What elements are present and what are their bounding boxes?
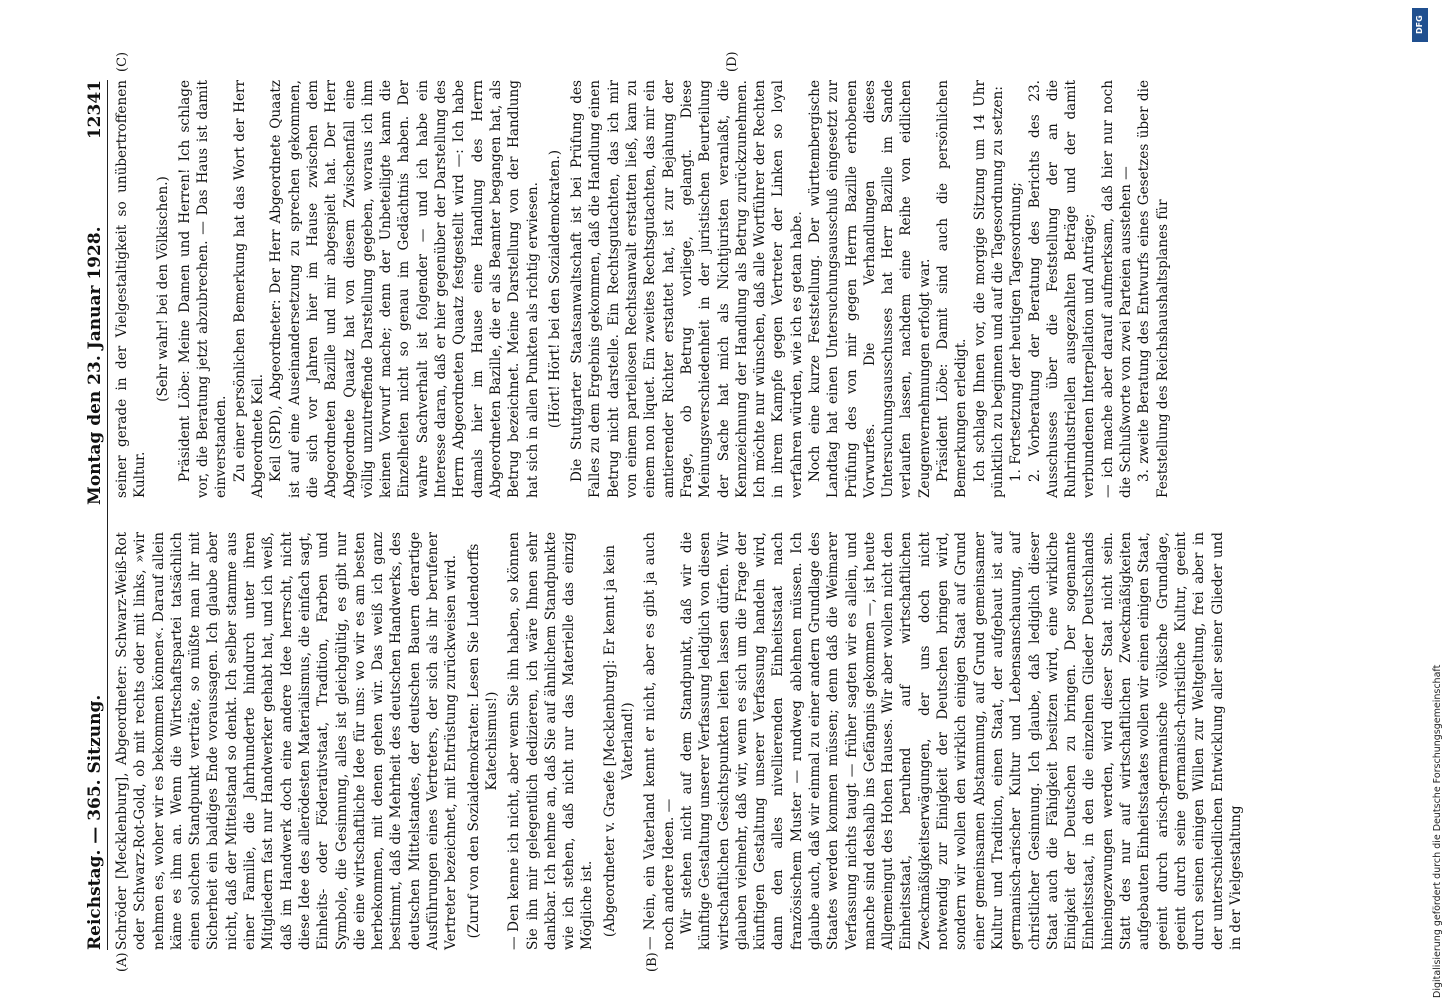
left-column-paragraph: (Zuruf von den Sozialdemokraten: Lesen Sie Ludendorffs Katechismus!) — [465, 543, 500, 939]
dfg-logo: DFG — [1412, 8, 1428, 42]
margin-marker-c: (C) — [115, 51, 130, 72]
left-column-paragraph: — Nein, ein Vaterland kennt er nicht, aber es gibt ja auch noch andere Ideen. — — [642, 532, 677, 950]
right-column-paragraph: Präsident Löbe: Meine Damen und Herren! Ich schlage vor, die Beratung jetzt abzubrechen. — Das Haus ist damit einverstanden. — [176, 80, 230, 498]
right-column-paragraph: 2. Vorberatung der Beratung des Berichts des 23. Ausschusses über die Feststellung der an die Ruhrindustriellen ausgezahlten Beträge und der damit verbundenen Interpellation und Anträge; — [1026, 80, 1098, 498]
right-column-paragraph: (Sehr wahr! bei den Völkischen.) — [154, 176, 171, 402]
right-column-paragraph: seiner gerade in der Vielgestaltigkeit so unübertroffenen Kultur. — [114, 80, 149, 498]
page-header — [85, 80, 108, 950]
right-column-paragraph: Ich schlage Ihnen vor, die morgige Sitzung um 14 Uhr pünktlich zu beginnen und auf die Tagesordnung zu setzen: — [971, 80, 1006, 498]
margin-marker-a: (A) — [115, 952, 130, 972]
left-column-paragraph: — Den kenne ich nicht, aber wenn Sie ihn haben, so können Sie ihn mir gelegentlich dedizieren, ich wäre Ihnen sehr dankbar. Ich nehme an, daß Sie auf ähnlichem Standpunkte wie ich stehen, daß nicht nur das Materielle das einzig Mögliche ist. — [506, 532, 596, 950]
right-column-paragraph: 1. Fortsetzung der heutigen Tagesordnung; — [1008, 182, 1025, 482]
left-column — [113, 532, 1245, 950]
left-column-paragraph: Schröder [Mecklenburg], Abgeordneter: Schwarz-Weiß-Rot oder Schwarz-Rot-Gold, ob mit rechts oder mit links, »wir nehmen es, woher wir es bekommen können«. Darauf allein käme es ihm an. Wenn die Wirtschaftspartei tatsächlich einen solchen Standpunkt verträte, so müßte man ihr mit Sicherheit ein baldiges Ende voraussagen. Ich glaube aber nicht, daß der Mittelstand so denkt. Ich selber stamme aus einer Familie, die Jahrhunderte hindurch unter ihren Mitgliedern fast nur Handwerker gehabt hat, und ich weiß, daß im Handwerk doch eine andere Idee herrscht, nicht diese Idee des allerödesten Materialismus, die einfach sagt, Einheits- oder Föderativstaat, Tradition, Farben und Symbole, die Gesinnung, alles ist gleichgültig, es gibt nur die eine wirtschaftliche Idee für uns: wo wir es am besten herbekommen, mit denen gehen wir. Das weiß ich ganz bestimmt, daß die Mehrheit des deutschen Handwerks, des deutschen Mittelstandes, der deutschen Bauern derartige Ausführungen eines Vertreters, der sich als ihr berufener Vertreter bezeichnet, mit Entrüstung zurückweisen wird. — [114, 532, 460, 950]
left-column-paragraph: Wir stehen nicht auf dem Standpunkt, daß wir die künftige Gestaltung unserer Verfassung lediglich von diesen wirtschaftlichen Gesichtspunkten leiten lassen dürfen. Wir glauben vielmehr, daß wir, wenn es sich um die Frage der künftigen Gestaltung unserer Verfassung handeln wird, dann den alles nivellierenden Einheitsstaat nach französischem Muster — rundweg ablehnen müssen. Ich glaube auch, daß wir einmal zu einer andern Grundlage des Staates werden kommen müssen; denn daß die Weimarer Verfassung nichts taugt — früher sagten wir es allein, und manche sind deshalb ins Gefängnis gekommen —, ist heute Allgemeingut des Hohen Hauses. Wir aber wollen nicht den Einheitsstaat, beruhend auf wirtschaftlichen Zweckmäßigkeitserwägungen, der uns doch nicht notwendig zur Einigkeit der Deutschen bringen wird, sondern wir wollen den wirklich einigen Staat auf Grund einer gemeinsamen Abstammung, auf Grund gemeinsamer Kultur und Tradition, einen Staat, der aufgebaut ist auf germanisch-arischer Kultur und Lebensanschauung, auf christlicher Gesinnung. Ich glaube, daß lediglich dieser Staat auch die Fähigkeit besitzen wird, eine wirkliche Einigkeit der Deutschen zu bringen. Der sogenannte Einheitsstaat, in den die einzelnen Glieder Deutschlands hineingezwungen werden, wird dieser Staat nicht sein. Statt des nur auf wirtschaftlichen Zweckmäßigkeiten aufgebauten Einheitsstaates wollen wir einen einigen Staat, geeint durch arisch-germanische völkische Grundlage, geeint durch seine germanisch-christliche Kultur, geeint durch seinen einigen Willen zur Weltgeltung, frei aber in der unterschiedlichen Entwicklung aller seiner Glieder und in der Vielgestaltung — [678, 532, 1244, 950]
right-column-paragraph: (Hört! Hört! bei den Sozialdemokraten.) — [546, 149, 563, 429]
right-column-paragraph: Zu einer persönlichen Bemerkung hat das Wort der Herr Abgeordnete Keil. — [231, 80, 267, 498]
header-page-number: 12341 — [85, 80, 105, 140]
header-date: Montag den 23. Januar 1928. — [85, 226, 105, 505]
header-session: Reichstag. — 365. Sitzung. — [85, 694, 105, 950]
left-column-paragraph: (Abgeordneter v. Graefe [Mecklenburg]: Er kennt ja kein Vaterland!) — [601, 544, 637, 938]
right-column-paragraph: Noch eine kurze Feststellung. Der württembergische Landtag hat einen Untersuchungsausschuß eingesetzt zur Prüfung des von mir gegen Herrn Bazille erhobenen Vorwurfes. Die Verhandlungen dieses Untersuchungsausschusses hat Herr Bazille im Sande verlaufen lassen, nachdem eine Reihe von eidlichen Zeugenvernehmungen erfolgt war. — [806, 80, 933, 498]
right-column-paragraph: Die Stuttgarter Staatsanwaltschaft ist bei Prüfung des Falles zu dem Ergebnis gekommen, daß die Handlung einen Betrug nicht darstelle. Ein Rechtsgutachten, das ich mir von einem parteilosen Rechtsanwalt erstatten ließ, kam zu einem non liquet. Ein zweites Rechtsgutachten, das mir ein amtierender Richter erstattet hat, ist zur Bejahung der Frage, ob Betrug vorliege, gelangt. Diese Meinungsverschiedenheit in der juristischen Beurteilung der Sache hat mich als Nichtjuristen veranlaßt, die Kennzeichnung der Handlung als Betrug zurückzunehmen. Ich möchte nur wünschen, daß alle Wortführer der Rechten in ihrem Kampfe gegen Vertreter der Linken so loyal verfahren würden, wie ich es getan habe. — [569, 80, 805, 498]
right-column-paragraph: Präsident Löbe: Damit sind auch die persönlichen Bemerkungen erledigt. — [935, 80, 970, 498]
digitization-sidebar — [1412, 8, 1443, 998]
rotated-document — [85, 51, 1325, 972]
right-column-paragraph: — ich mache aber darauf aufmerksam, daß hier nur noch die Schlußworte von zwei Parteien ausstehen — — [1099, 80, 1135, 498]
funding-note: Digitalisierung gefördert durch die Deutsche Forschungsgemeinschaft — [1432, 664, 1443, 998]
margin-marker-b: (B) — [645, 952, 660, 972]
right-column-paragraph: Keil (SPD), Abgeordneter: Der Herr Abgeordnete Quaatz ist auf eine Auseinandersetzung zu sprechen gekommen, die sich vor Jahren hier im Hause zwischen dem Abgeordneten Bazille und mir abgespielt hat. Der Herr Abgeordnete Quaatz hat von diesem Zwischenfall eine völlig unzutreffende Darstellung gegeben, woraus ich ihm keinen Vorwurf mache; denn der Unbeteiligte kann die Einzelheiten nicht so genau im Gedächtnis haben. Der wahre Sachverhalt ist folgender — und ich habe ein Interesse daran, daß er hier gegenüber der Darstellung des Herrn Abgeordneten Quaatz festgestellt wird —: Ich habe damals hier im Hause eine Handlung des Herrn Abgeordneten Bazille, die er als Beamter begangen hat, als Betrug bezeichnet. Meine Darstellung von der Handlung hat sich in allen Punkten als richtig erwiesen. — [268, 80, 541, 498]
right-column — [113, 80, 1172, 498]
right-column-paragraph: 3. zweite Beratung des Entwurfs eines Gesetzes über die Feststellung des Reichshaushaltsplanes für — [1136, 80, 1171, 498]
margin-marker-d: (D) — [725, 51, 740, 72]
